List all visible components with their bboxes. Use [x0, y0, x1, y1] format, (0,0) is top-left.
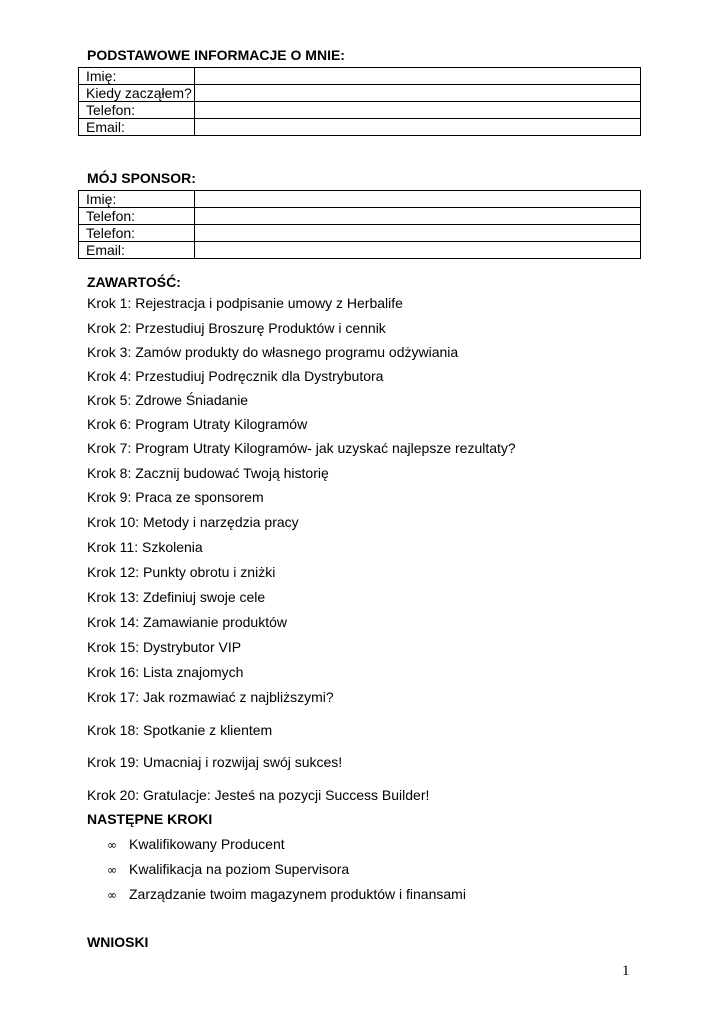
table-row — [79, 119, 641, 136]
row-value[interactable] — [195, 225, 641, 242]
step-item: Krok 19: Umacniaj i rozwijaj swój sukces! — [87, 754, 343, 770]
table-row — [79, 208, 641, 225]
step-item: Krok 9: Praca ze sponsorem — [87, 489, 264, 505]
step-item: Krok 8: Zacznij budować Twoją historię — [87, 465, 329, 481]
conclusions-heading: WNIOSKI — [87, 934, 149, 950]
row-label: Email: — [79, 119, 195, 136]
row-value[interactable] — [195, 208, 641, 225]
contents-heading: ZAWARTOŚĆ: — [87, 274, 181, 290]
step-item: Krok 13: Zdefiniuj swoje cele — [87, 589, 266, 605]
next-steps-heading: NASTĘPNE KROKI — [87, 811, 213, 827]
step-item: Krok 1: Rejestracja i podpisanie umowy z Herbalife — [87, 295, 403, 311]
sponsor-heading: MÓJ SPONSOR: — [87, 170, 196, 186]
about-me-table — [78, 67, 641, 136]
row-label: Telefon: — [79, 225, 195, 242]
step-item: Krok 17: Jak rozmawiać z najbliższymi? — [87, 689, 334, 705]
list-item — [107, 886, 466, 903]
list-item — [107, 836, 285, 853]
step-item: Krok 14: Zamawianie produktów — [87, 614, 287, 630]
table-row — [79, 102, 641, 119]
page-number: 1 — [622, 963, 630, 979]
row-label: Telefon: — [79, 102, 195, 119]
row-value[interactable] — [195, 119, 641, 136]
sponsor-table — [78, 190, 641, 259]
step-item: Krok 5: Zdrowe Śniadanie — [87, 392, 249, 408]
row-label: Imię: — [79, 191, 195, 208]
infinity-bullet-icon: ∞ — [107, 863, 117, 877]
table-row — [79, 68, 641, 85]
list-item — [107, 861, 349, 878]
table-row — [79, 242, 641, 259]
step-item: Krok 6: Program Utraty Kilogramów — [87, 416, 308, 432]
about-me-heading: PODSTAWOWE INFORMACJE O MNIE: — [87, 47, 345, 63]
row-label: Imię: — [79, 68, 195, 85]
table-row — [79, 191, 641, 208]
step-item: Krok 10: Metody i narzędzia pracy — [87, 514, 299, 530]
row-label: Kiedy zacząłem? — [79, 85, 195, 102]
infinity-bullet-icon: ∞ — [107, 838, 117, 852]
list-item-label: Kwalifikacja na poziom Supervisora — [129, 861, 350, 877]
step-item: Krok 2: Przestudiuj Broszurę Produktów i cennik — [87, 320, 386, 336]
list-item-label: Kwalifikowany Producent — [129, 836, 285, 852]
step-item: Krok 20: Gratulacje: Jesteś na pozycji Success Builder! — [87, 787, 430, 803]
step-item: Krok 11: Szkolenia — [87, 539, 203, 555]
row-label: Email: — [79, 242, 195, 259]
row-value[interactable] — [195, 102, 641, 119]
row-value[interactable] — [195, 242, 641, 259]
row-value[interactable] — [195, 85, 641, 102]
step-item: Krok 3: Zamów produkty do własnego programu odżywiania — [87, 344, 459, 360]
infinity-bullet-icon: ∞ — [107, 888, 117, 902]
step-item: Krok 15: Dystrybutor VIP — [87, 639, 242, 655]
step-item: Krok 4: Przestudiuj Podręcznik dla Dystrybutora — [87, 368, 384, 384]
row-value[interactable] — [195, 68, 641, 85]
step-item: Krok 7: Program Utraty Kilogramów- jak uzyskać najlepsze rezultaty? — [87, 440, 516, 456]
list-item-label: Zarządzanie twoim magazynem produktów i finansami — [129, 886, 466, 902]
step-item: Krok 18: Spotkanie z klientem — [87, 722, 273, 738]
row-value[interactable] — [195, 191, 641, 208]
table-row — [79, 225, 641, 242]
step-item: Krok 16: Lista znajomych — [87, 664, 244, 680]
table-row — [79, 85, 641, 102]
step-item: Krok 12: Punkty obrotu i zniżki — [87, 564, 276, 580]
row-label: Telefon: — [79, 208, 195, 225]
